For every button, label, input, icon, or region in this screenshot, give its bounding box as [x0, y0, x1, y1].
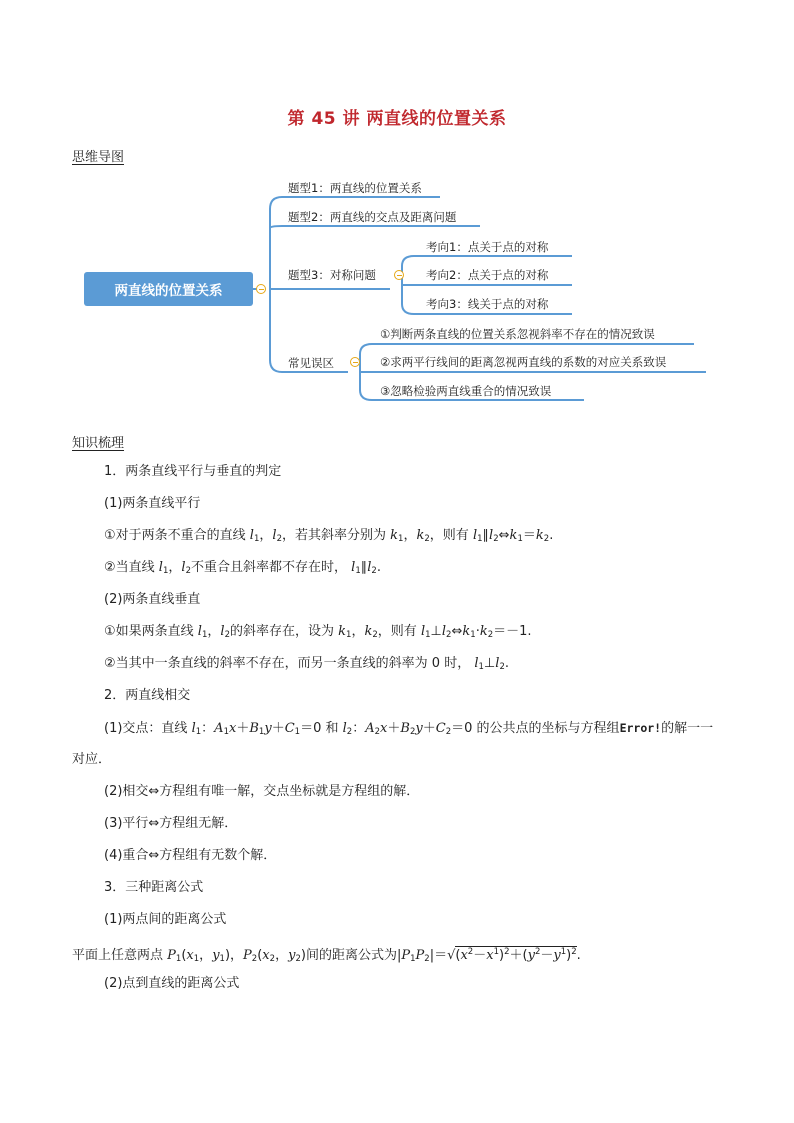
knowledge-heading: 知识梳理 [72, 436, 125, 451]
mindmap-node-dir1[interactable]: 考向1：点关于点的对称 [426, 240, 549, 254]
mindmap-node-m1[interactable]: ①判断两条直线的位置关系忽视斜率不存在的情况致误 [380, 327, 655, 341]
mindmap-node-dir2[interactable]: 考向2：点关于点的对称 [426, 268, 549, 282]
paragraph-perpendicular-2: ②当其中一条直线的斜率不存在，而另一条直线的斜率为 0 时， $l_1\perp l_2$. [104, 656, 509, 672]
section-3a-heading: (1)两点间的距离公式 [104, 912, 227, 927]
paragraph-intersection-4: (4)重合⇔方程组有无数个解． [104, 848, 277, 863]
paragraph-parallel-1: ①对于两条不重合的直线 $l_1$，$l_2$，若其斜率分别为 $k_1$，$k_2$，则有 $l_1\parallel l_2\Leftrightarrow k_1=k_2$. [104, 528, 554, 544]
branch-type1 [270, 197, 440, 209]
paragraph-intersection-1: (1)交点：直线 $l_1$：$A_1x+B_1y+C_1=0$ 和 $l_2$：$A_2x+B_2y+C_2=0$ 的公共点的坐标与方程组Error!的解一一 [104, 721, 714, 737]
paragraph-perpendicular-1: ①如果两条直线 $l_1$，$l_2$的斜率存在，设为 $k_1$，$k_2$，则有 $l_1\perp l_2\Leftrightarrow k_1\cdot k_2=-1$. [104, 624, 532, 640]
mindmap-node-type2[interactable]: 题型2：两直线的交点及距离问题 [288, 210, 457, 224]
branch-type2 [270, 226, 480, 228]
collapse-icon[interactable] [256, 284, 266, 294]
section-1a-heading: (1)两条直线平行 [104, 496, 201, 511]
paragraph-intersection-1-cont: 对应． [72, 752, 112, 767]
collapse-icon[interactable] [350, 357, 360, 367]
section-2-heading: 2．两直线相交 [104, 688, 191, 703]
paragraph-intersection-2: (2)相交⇔方程组有唯一解，交点坐标就是方程组的解． [104, 784, 420, 799]
mindmap-node-dir3[interactable]: 考向3：线关于点的对称 [426, 297, 549, 311]
section-3-heading: 3．三种距离公式 [104, 880, 204, 895]
mindmap-node-type1[interactable]: 题型1：两直线的位置关系 [288, 181, 422, 195]
page-title: 第 45 讲 两直线的位置关系 [287, 109, 507, 129]
mindmap-node-type3[interactable]: 题型3：对称问题 [288, 268, 376, 282]
collapse-icon[interactable] [394, 270, 404, 280]
mindmap-node-mistakes[interactable]: 常见误区 [288, 356, 334, 370]
paragraph-distance-formula: 平面上任意两点 $P_1(x_1$，$y_1$)，$P_2(x_2$，$y_2$)间的距离公式为$|P_1P_2|=√(x^2-x^1)^2+(y^2-y^1)^2$. [72, 947, 581, 964]
mindmap-root[interactable]: 两直线的位置关系 [84, 272, 253, 306]
section-1-heading: 1．两条直线平行与垂直的判定 [104, 464, 282, 479]
paragraph-intersection-3: (3)平行⇔方程组无解． [104, 816, 238, 831]
mindmap-node-m3[interactable]: ③忽略检验两直线重合的情况致误 [380, 384, 552, 398]
mindmap-node-m2[interactable]: ②求两平行线间的距离忽视两直线的系数的对应关系致误 [380, 355, 667, 369]
mindmap-heading: 思维导图 [72, 150, 125, 165]
section-1b-heading: (2)两条直线垂直 [104, 592, 201, 607]
section-3b-heading: (2)点到直线的距离公式 [104, 976, 240, 991]
paragraph-parallel-2: ②当直线 $l_1$，$l_2$不重合且斜率都不存在时， $l_1\parallel l_2$. [104, 560, 381, 576]
sqrt-icon: √ [447, 948, 456, 963]
